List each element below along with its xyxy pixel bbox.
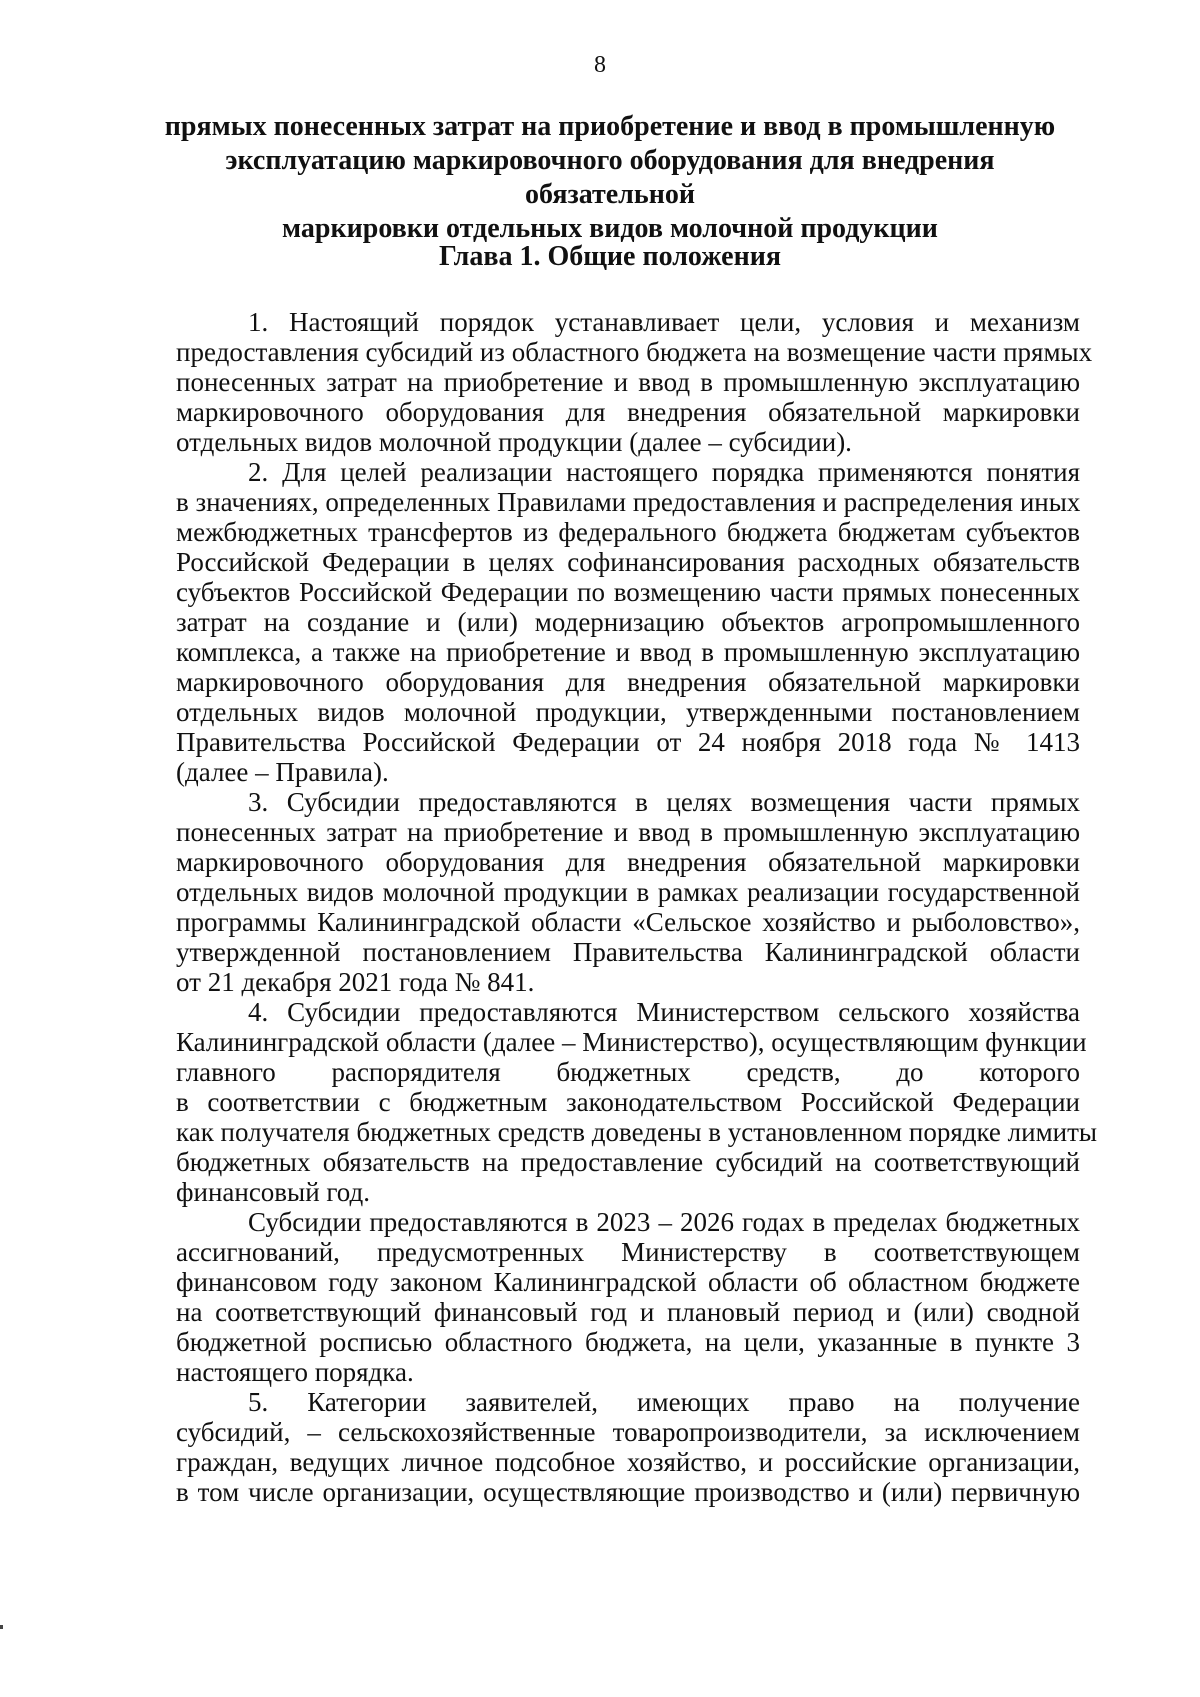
text-line: финансовом году законом Калининградской области об областном бюджете xyxy=(176,1267,1080,1297)
text-line: ассигнований, предусмотренных Министерству в соответствующем xyxy=(176,1237,1080,1267)
text-line: Российской Федерации в целях софинансирования расходных обязательств xyxy=(176,547,1080,577)
text-line: понесенных затрат на приобретение и ввод в промышленную эксплуатацию xyxy=(176,817,1080,847)
text-line: бюджетной росписью областного бюджета, на цели, указанные в пункте 3 xyxy=(176,1327,1080,1357)
text-line: граждан, ведущих личное подсобное хозяйство, и российские организации, xyxy=(176,1447,1080,1477)
text-line: затрат на создание и (или) модернизацию объектов агропромышленного xyxy=(176,607,1080,637)
text-line: 5. Категории заявителей, имеющих право на получение xyxy=(248,1387,1080,1417)
text-line: маркировочного оборудования для внедрения обязательной маркировки xyxy=(176,667,1080,697)
page-number: 8 xyxy=(594,52,606,78)
paragraph-3 xyxy=(176,787,1080,997)
text-line: программы Калининградской области «Сельское хозяйство и рыболовство», xyxy=(176,907,1080,937)
title-line: маркировки отдельных видов молочной продукции xyxy=(282,213,938,244)
text-line: финансовый год. xyxy=(176,1177,371,1207)
title-line: прямых понесенных затрат на приобретение и ввод в промышленную xyxy=(164,111,1056,142)
text-line: в том числе организации, осуществляющие производство и (или) первичную xyxy=(176,1477,1080,1507)
text-line: бюджетных обязательств на предоставление субсидий на соответствующий xyxy=(176,1147,1080,1177)
paragraph-4-subparagraph xyxy=(176,1207,1080,1387)
chapter-heading: Глава 1. Общие положения xyxy=(438,241,781,272)
text-line: отдельных видов молочной продукции, утвержденными постановлением xyxy=(176,697,1080,727)
text-line: главного распорядителя бюджетных средств, до которого xyxy=(176,1057,1080,1087)
text-line: отдельных видов молочной продукции в рамках реализации государственной xyxy=(176,877,1080,907)
text-line: субъектов Российской Федерации по возмещению части прямых понесенных xyxy=(176,577,1080,607)
paragraph-4 xyxy=(176,997,1098,1207)
text-line: Правительства Российской Федерации от 24 ноября 2018 года № 1413 xyxy=(176,727,1080,757)
text-line: отдельных видов молочной продукции (далее – субсидии). xyxy=(176,427,852,457)
text-line: (далее – Правила). xyxy=(176,757,389,787)
text-line: от 21 декабря 2021 года № 841. xyxy=(176,967,535,997)
text-line: 1. Настоящий порядок устанавливает цели, условия и механизм xyxy=(248,307,1080,337)
text-line: Субсидии предоставляются в 2023 – 2026 годах в пределах бюджетных xyxy=(248,1207,1080,1237)
text-line: 2. Для целей реализации настоящего порядка применяются понятия xyxy=(248,457,1080,487)
text-line: межбюджетных трансфертов из федерального бюджета бюджетам субъектов xyxy=(176,517,1080,547)
text-line: маркировочного оборудования для внедрения обязательной маркировки xyxy=(176,847,1080,877)
text-line: 3. Субсидии предоставляются в целях возмещения части прямых xyxy=(248,787,1080,817)
paragraph-1 xyxy=(176,307,1093,457)
text-line: Калининградской области (далее – Министерство), осуществляющим функции xyxy=(176,1027,1087,1057)
text-line: настоящего порядка. xyxy=(176,1357,414,1387)
text-line: в значениях, определенных Правилами предоставления и распределения иных xyxy=(176,487,1081,517)
text-line: в соответствии с бюджетным законодательством Российской Федерации xyxy=(176,1087,1080,1117)
text-line: 4. Субсидии предоставляются Министерством сельского хозяйства xyxy=(248,997,1080,1027)
document-title xyxy=(150,110,1070,246)
document-body xyxy=(176,307,1098,1507)
text-line: комплекса, а также на приобретение и ввод в промышленную эксплуатацию xyxy=(176,637,1080,667)
paragraph-2 xyxy=(176,457,1080,787)
text-line: как получателя бюджетных средств доведены в установленном порядке лимиты xyxy=(176,1117,1098,1147)
scan-artifact xyxy=(0,1625,3,1629)
text-line: предоставления субсидий из областного бюджета на возмещение части прямых xyxy=(176,337,1093,367)
title-line: эксплуатацию маркировочного оборудования для внедрения обязательной xyxy=(225,145,995,210)
text-line: маркировочного оборудования для внедрения обязательной маркировки xyxy=(176,397,1080,427)
text-line: на соответствующий финансовый год и плановый период и (или) сводной xyxy=(176,1297,1080,1327)
text-line: понесенных затрат на приобретение и ввод в промышленную эксплуатацию xyxy=(176,367,1080,397)
text-line: утвержденной постановлением Правительства Калининградской области xyxy=(176,937,1080,967)
text-line: субсидий, – сельскохозяйственные товаропроизводители, за исключением xyxy=(176,1417,1080,1447)
paragraph-5 xyxy=(176,1387,1080,1507)
